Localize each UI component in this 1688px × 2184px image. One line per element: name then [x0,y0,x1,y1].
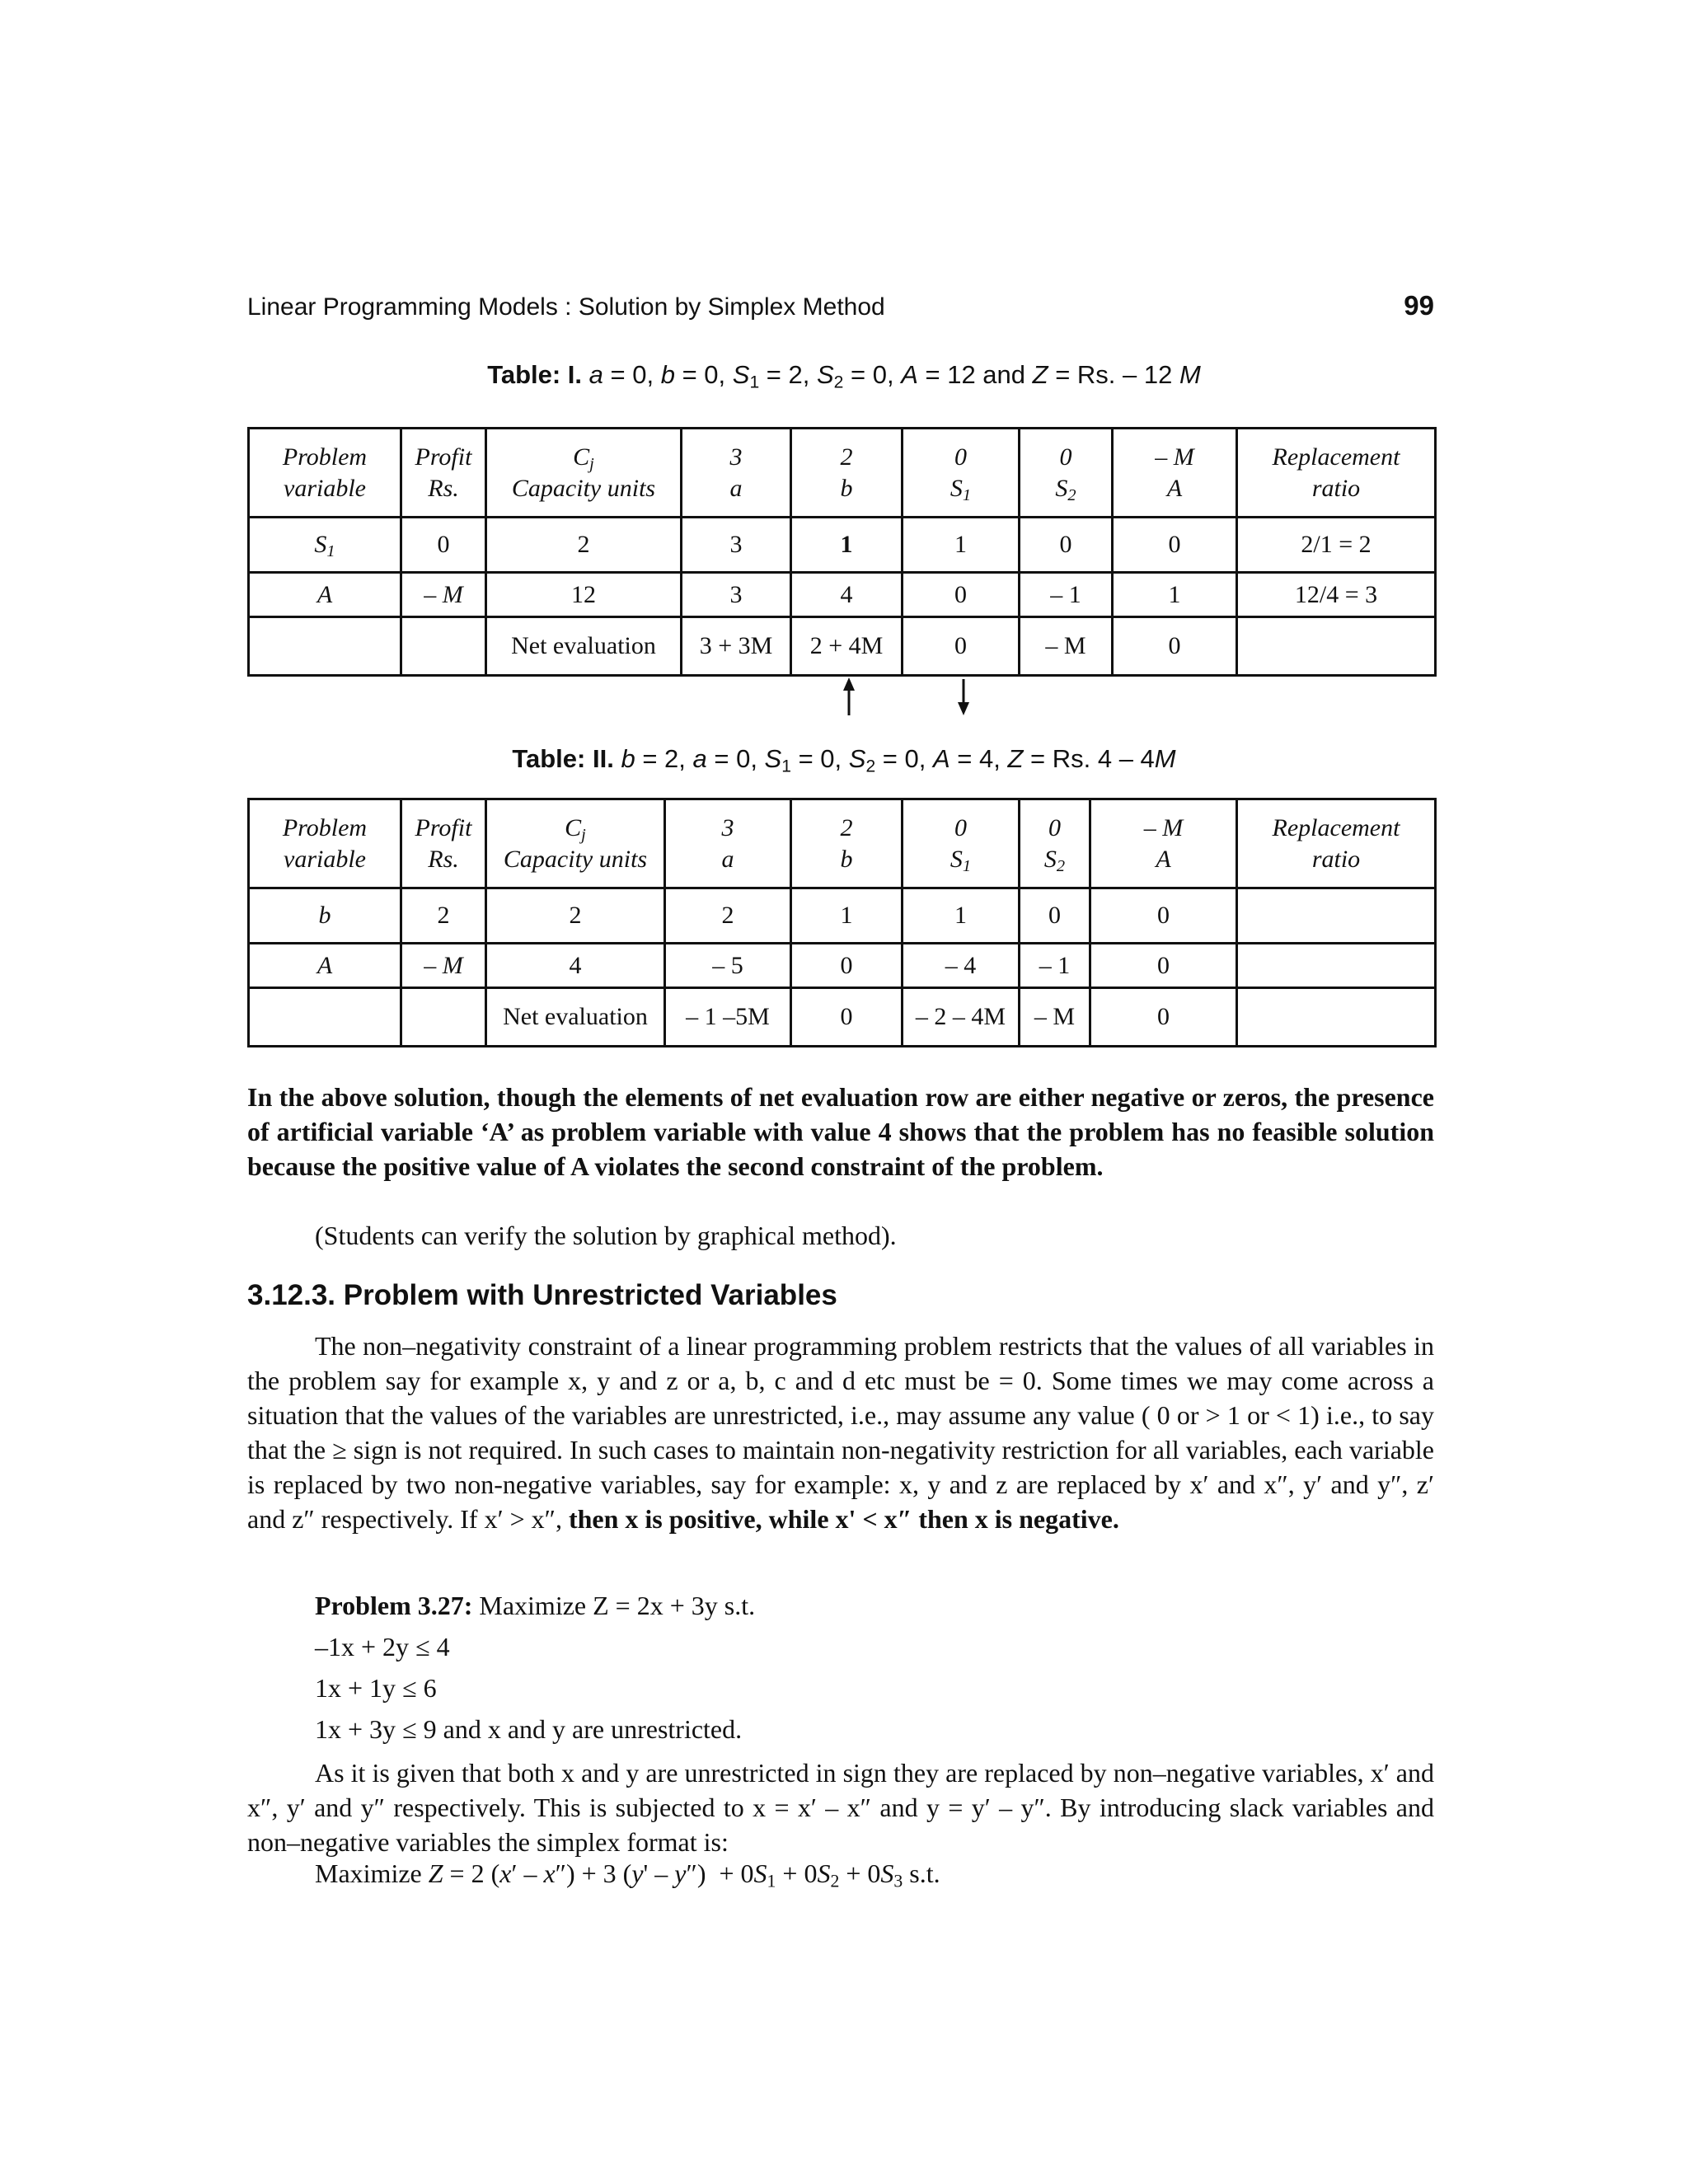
header-b: 2 b [791,799,903,888]
cell: $S_1$ [249,518,401,573]
cell: 12 [486,573,682,617]
header-s2: 0 $S_2$ [1020,799,1090,888]
header-problem-variable: Problem variable [249,799,401,888]
cell [401,617,486,676]
problem-label: Problem 3.27: [315,1591,473,1620]
cell: 0 [903,617,1020,676]
header-ratio: Replacement ratio [1237,429,1436,518]
cell: 2 [665,888,791,944]
cell: 0 [1113,617,1237,676]
table2-caption-text: b = 2, a = 0, $S_1 = 0$, $S_2 = 0$, A = 4, Z = Rs. 4 – 4M [621,744,1176,776]
cell: 2/1 = 2 [1237,518,1436,573]
cell: A [249,944,401,988]
cell: 12/4 = 3 [1237,573,1436,617]
table-header-row [249,799,1436,888]
simplex-table-2 [247,798,1437,1047]
cell: – 1 [1020,573,1113,617]
header-cj: $C_j$ Capacity units [486,429,682,518]
cell [1237,617,1436,676]
table-row [249,888,1436,944]
cell: – 4 [903,944,1020,988]
cell: 1 [903,888,1020,944]
cell: 0 [1090,988,1237,1047]
header-s1: 0 $S_1$ [903,429,1020,518]
cell: Net evaluation [486,988,665,1047]
cell: A [249,573,401,617]
cell [249,988,401,1047]
cell: 4 [791,573,903,617]
header-profit: Profit Rs. [401,429,486,518]
explanation-paragraph [247,1755,1434,1859]
table-header-row [249,429,1436,518]
header-b: 2 b [791,429,903,518]
constraint-1: –1x + 2y ≤ 4 [315,1632,450,1661]
arrow-up-icon [843,677,855,715]
cell: 2 [401,888,486,944]
cell: 0 [903,573,1020,617]
cell: 1 [903,518,1020,573]
page-number: 99 [1404,290,1434,321]
header-artificial: – M A [1090,799,1237,888]
header-ratio: Replacement ratio [1237,799,1436,888]
cell: – 5 [665,944,791,988]
cell: – M [401,944,486,988]
note-paragraph: (Students can verify the solution by graphical method). [315,1221,897,1250]
explanation-text: As it is given that both x and y are unrestricted in sign they are replaced by non–negative variables, x′ and x″, y′ and y″ respectively. This is subjected to x = x′ – x″ and y = y′ – y″. By introducing slack variables and non–negative variables the simplex format is: [247,1758,1434,1857]
header-a: 3 a [665,799,791,888]
cell: – 1 [1020,944,1090,988]
cell: – M [401,573,486,617]
cell: – 1 –5M [665,988,791,1047]
pivot-cell: 1 [791,518,903,573]
cell: 0 [401,518,486,573]
unrestricted-paragraph [247,1329,1434,1536]
cell: 0 [1090,888,1237,944]
cell: 3 [682,518,791,573]
header-s2: 0 $S_2$ [1020,429,1113,518]
cell: b [249,888,401,944]
table1-caption [0,360,1688,390]
header-a: 3 a [682,429,791,518]
cell [1237,988,1436,1047]
cell [401,988,486,1047]
header-profit: Profit Rs. [401,799,486,888]
problem-statement [315,1591,755,1621]
cell: 1 [791,888,903,944]
cell [1237,944,1436,988]
cell: 2 [486,518,682,573]
cell [1237,888,1436,944]
cell: – M [1020,617,1113,676]
cell: 2 [486,888,665,944]
cell: 4 [486,944,665,988]
running-header [247,290,1434,321]
header-artificial: – M A [1113,429,1237,518]
cell: 0 [791,944,903,988]
header-s1: 0 $S_1$ [903,799,1020,888]
cell: 3 [682,573,791,617]
cell [249,617,401,676]
simplex-table-1 [247,427,1437,677]
arrow-down-icon [958,679,969,715]
table-row [249,944,1436,988]
cell: 0 [1090,944,1237,988]
paragraph-bold-end: then x is positive, while x' < x″ then x is negative. [568,1504,1119,1534]
section-heading: 3.12.3. Problem with Unrestricted Variables [247,1279,837,1311]
table-row [249,573,1436,617]
cell: – M [1020,988,1090,1047]
cell: 0 [1020,888,1090,944]
paragraph-text: The non–negativity constraint of a linear programming problem restricts that the values of all variables in the problem say for example x, y and z or a, b, c and d etc must be = 0. Some times we may come across a situation that the values of the variables are unrestricted, i.e., may assume any value ( 0 or > 1 or < 1) i.e., to say that the ≥ sign is not required. In such cases to maintain non-negativity restriction for all variables, each variable is replaced by two non-negative variables, say for example: x, y and z are replaced by x′ and x″, y′ and y″, z′ and z″ respectively. If x′ > x″, [247,1331,1434,1534]
cell: 3 + 3M [682,617,791,676]
net-evaluation-row [249,617,1436,676]
constraint-3: 1x + 3y ≤ 9 and x and y are unrestricted. [315,1714,743,1744]
cell: Net evaluation [486,617,682,676]
header-problem-variable: Problem variable [249,429,401,518]
header-cj: $C_j$ Capacity units [486,799,665,888]
table2-caption-label: Table: II. [512,744,614,773]
running-title: Linear Programming Models : Solution by Simplex Method [247,293,885,321]
pivot-arrows [0,677,1688,717]
net-evaluation-row [249,988,1436,1047]
table-row [249,518,1436,573]
cell: 0 [1113,518,1237,573]
constraint-2: 1x + 1y ≤ 6 [315,1673,437,1703]
table1-caption-label: Table: I. [487,360,583,389]
cell: 0 [791,988,903,1047]
final-objective: Maximize Z = 2 (x′ – x″) + 3 $(y' - y'') + 0S_1 + 0S_2 + 0S_3$ s.t. [315,1858,940,1891]
cell: – 2 – 4M [903,988,1020,1047]
conclusion-paragraph: In the above solution, though the elements of net evaluation row are either negative or zeros, the presence of artificial variable ‘A’ as problem variable with value 4 shows that the problem has no feasible solution because the positive value of A violates the second constraint of the problem. [247,1082,1434,1181]
cell: 0 [1020,518,1113,573]
table2-caption [0,744,1688,774]
table1-caption-text: a = 0, b = 0, $S_1 = 2$, $S_2 = 0$, A = 12 and Z = Rs. – 12 M [588,360,1201,392]
cell: 1 [1113,573,1237,617]
cell: 2 + 4M [791,617,903,676]
problem-objective: Maximize Z = 2x + 3y s.t. [479,1591,756,1620]
